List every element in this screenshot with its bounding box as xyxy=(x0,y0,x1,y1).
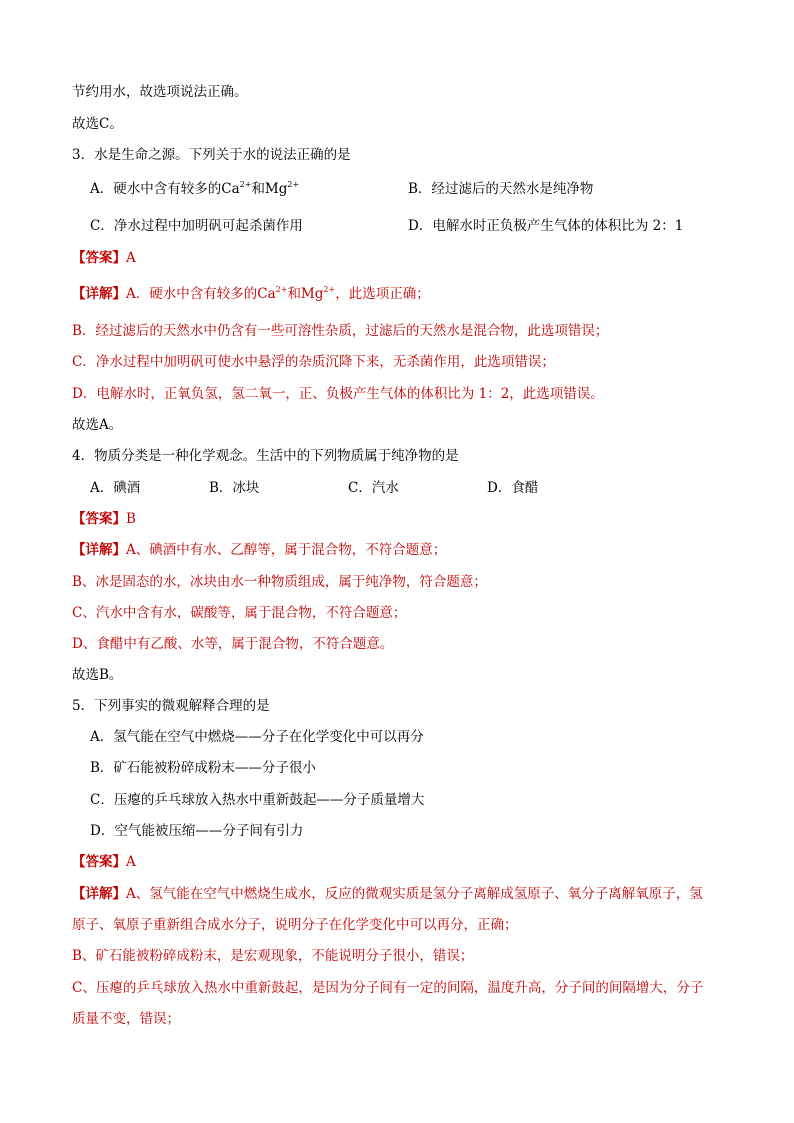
question-3: 3．水是生命之源。下列关于水的说法正确的是 xyxy=(72,147,351,163)
option-3a: A．硬水中含有较多的$Ca^{2+}$和$Mg^{2+}$ xyxy=(90,180,300,197)
detail-4c: C、汽水中含有水，碳酸等，属于混合物，不符合题意； xyxy=(72,605,407,621)
detail-5b: B、矿石能被粉碎成粉末，是宏观现象，不能说明分子很小，错误； xyxy=(72,948,474,964)
detail-5a-cont: 原子、氧原子重新组合成水分子，说明分子在化学变化中可以再分，正确； xyxy=(72,917,518,933)
selection-3: 故选A。 xyxy=(72,417,123,433)
option-5b: B．矿石能被粉碎成粉末——分子很小 xyxy=(90,760,316,776)
detail-4d: D、食醋中有乙酸、水等，属于混合物，不符合题意。 xyxy=(72,636,394,652)
answer-3: 【答案】A xyxy=(72,250,136,266)
option-3d: D．电解水时正负极产生气体的体积比为 2：1 xyxy=(408,218,684,234)
option-3c: C．净水过程中加明矾可起杀菌作用 xyxy=(90,218,303,234)
selection-4: 故选B。 xyxy=(72,667,123,683)
option-5a: A．氢气能在空气中燃烧——分子在化学变化中可以再分 xyxy=(90,729,424,745)
detail-3b: B．经过滤后的天然水中仍含有一些可溶性杂质，过滤后的天然水是混合物，此选项错误； xyxy=(72,323,609,339)
detail-3d: D．电解水时，正氧负氢，氢二氧一，正、负极产生气体的体积比为 1：2，此选项错误。 xyxy=(72,386,604,402)
answer-5: 【答案】A xyxy=(72,854,136,870)
detail-5c-cont: 质量不变，错误； xyxy=(72,1011,180,1027)
detail-4a: 【详解】A、碘酒中有水、乙醇等，属于混合物，不符合题意； xyxy=(72,542,447,558)
question-5: 5．下列事实的微观解释合理的是 xyxy=(72,698,270,714)
option-4b: B．冰块 xyxy=(209,480,260,496)
option-4c: C．汽水 xyxy=(348,480,399,496)
answer-4: 【答案】B xyxy=(72,511,136,527)
detail-3c: C．净水过程中加明矾可使水中悬浮的杂质沉降下来，无杀菌作用，此选项错误； xyxy=(72,354,555,370)
option-5c: C．压瘪的乒乓球放入热水中重新鼓起——分子质量增大 xyxy=(90,792,425,808)
detail-3a: 【详解】A．硬水中含有较多的$Ca^{2+}$和$Mg^{2+}$，此选项正确； xyxy=(72,285,430,302)
option-5d: D．空气能被压缩——分子间有引力 xyxy=(90,823,304,839)
question-4: 4．物质分类是一种化学观念。生活中的下列物质属于纯净物的是 xyxy=(72,448,459,464)
option-4d: D．食醋 xyxy=(487,480,539,496)
text-line: 故选C。 xyxy=(72,116,123,132)
option-3b: B．经过滤后的天然水是纯净物 xyxy=(408,181,594,197)
detail-5a: 【详解】A、氢气能在空气中燃烧生成水，反应的微观实质是氢分子离解成氢原子、氧分子离解氧原子，氢 xyxy=(72,886,703,902)
option-4a: A．碘酒 xyxy=(90,480,141,496)
detail-5c: C、压瘪的乒乓球放入热水中重新鼓起，是因为分子间有一定的间隔，温度升高，分子间的间隔增大，分子 xyxy=(72,980,704,996)
text-line: 节约用水，故选项说法正确。 xyxy=(72,84,248,100)
detail-4b: B、冰是固态的水，冰块由水一种物质组成，属于纯净物，符合题意； xyxy=(72,574,487,590)
